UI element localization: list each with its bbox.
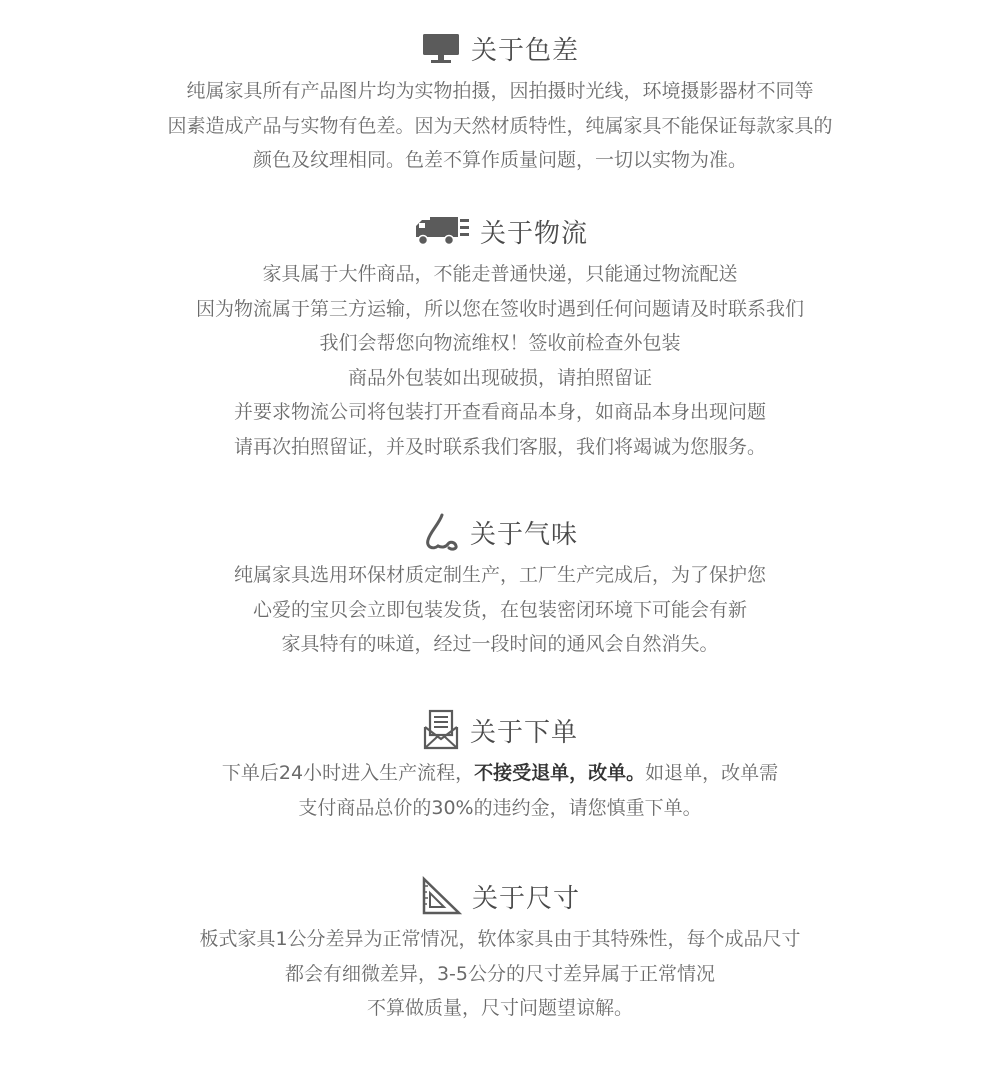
body-line: 不算做质量，尺寸问题望谅解。 [366,997,633,1019]
body-line: 因为物流属于第三方运输，所以您在签收时遇到任何问题请及时联系我们 [195,297,804,320]
section-smell [0,512,1000,662]
order-text-pre: 下单后24小时进入生产流程， [221,762,475,784]
section-title: 关于色差 [470,35,579,66]
section-logistics [0,211,1000,464]
section-title: 关于气味 [469,519,578,550]
body-line: 纯属家具所有产品图片均为实物拍摄，因拍摄时光线，环境摄影器材不同等 [186,80,814,102]
section-heading [0,512,1000,552]
body-line: 商品外包装如出现破损，请拍照留证 [347,366,652,389]
body-line: 请再次拍照留证，并及时联系我们客服，我们将竭诚为您服务。 [233,435,766,458]
section-body [0,756,1000,825]
section-size [0,876,1000,1026]
order-warning-bold: 不接受退单，改单。 [474,762,646,784]
body-line: 支付商品总价的30%的违约金，请您慎重下单。 [298,796,702,819]
section-heading [0,211,1000,251]
section-heading [0,876,1000,916]
section-title: 关于物流 [479,218,588,249]
monitor-icon [421,31,461,65]
section-body [0,558,1000,662]
section-body [0,74,1000,178]
section-color-difference [0,28,1000,178]
section-title: 关于尺寸 [471,883,580,914]
section-heading [0,28,1000,68]
body-line: 颜色及纹理相同。色差不算作质量问题，一切以实物为准。 [252,149,747,171]
set-square-icon [420,876,462,916]
body-line: 都会有细微差异，3-5公分的尺寸差异属于正常情况 [284,962,716,985]
nose-icon [422,512,460,552]
body-line [0,756,1000,791]
body-line: 板式家具1公分差异为正常情况，软体家具由于其特殊性，每个成品尺寸 [199,928,801,950]
order-text-post: 如退单，改单需 [645,762,779,784]
body-line: 因素造成产品与实物有色差。因为天然材质特性，纯属家具不能保证每款家具的 [167,114,833,137]
section-order [0,710,1000,825]
body-line: 心爱的宝贝会立即包装发货，在包装密闭环境下可能会有新 [252,598,747,621]
body-line: 家具特有的味道，经过一段时间的通风会自然消失。 [281,633,719,655]
body-line: 家具属于大件商品，不能走普通快递，只能通过物流配送 [262,263,738,285]
body-line: 纯属家具选用环保材质定制生产，工厂生产完成后，为了保护您 [233,564,766,586]
envelope-document-icon [422,709,460,751]
section-body [0,257,1000,464]
body-line: 我们会帮您向物流维权！签收前检查外包装 [319,332,681,354]
truck-icon [412,214,470,248]
body-line: 并要求物流公司将包装打开查看商品本身，如商品本身出现问题 [233,401,766,423]
section-body [0,922,1000,1026]
section-heading [0,710,1000,750]
section-title: 关于下单 [469,717,578,748]
